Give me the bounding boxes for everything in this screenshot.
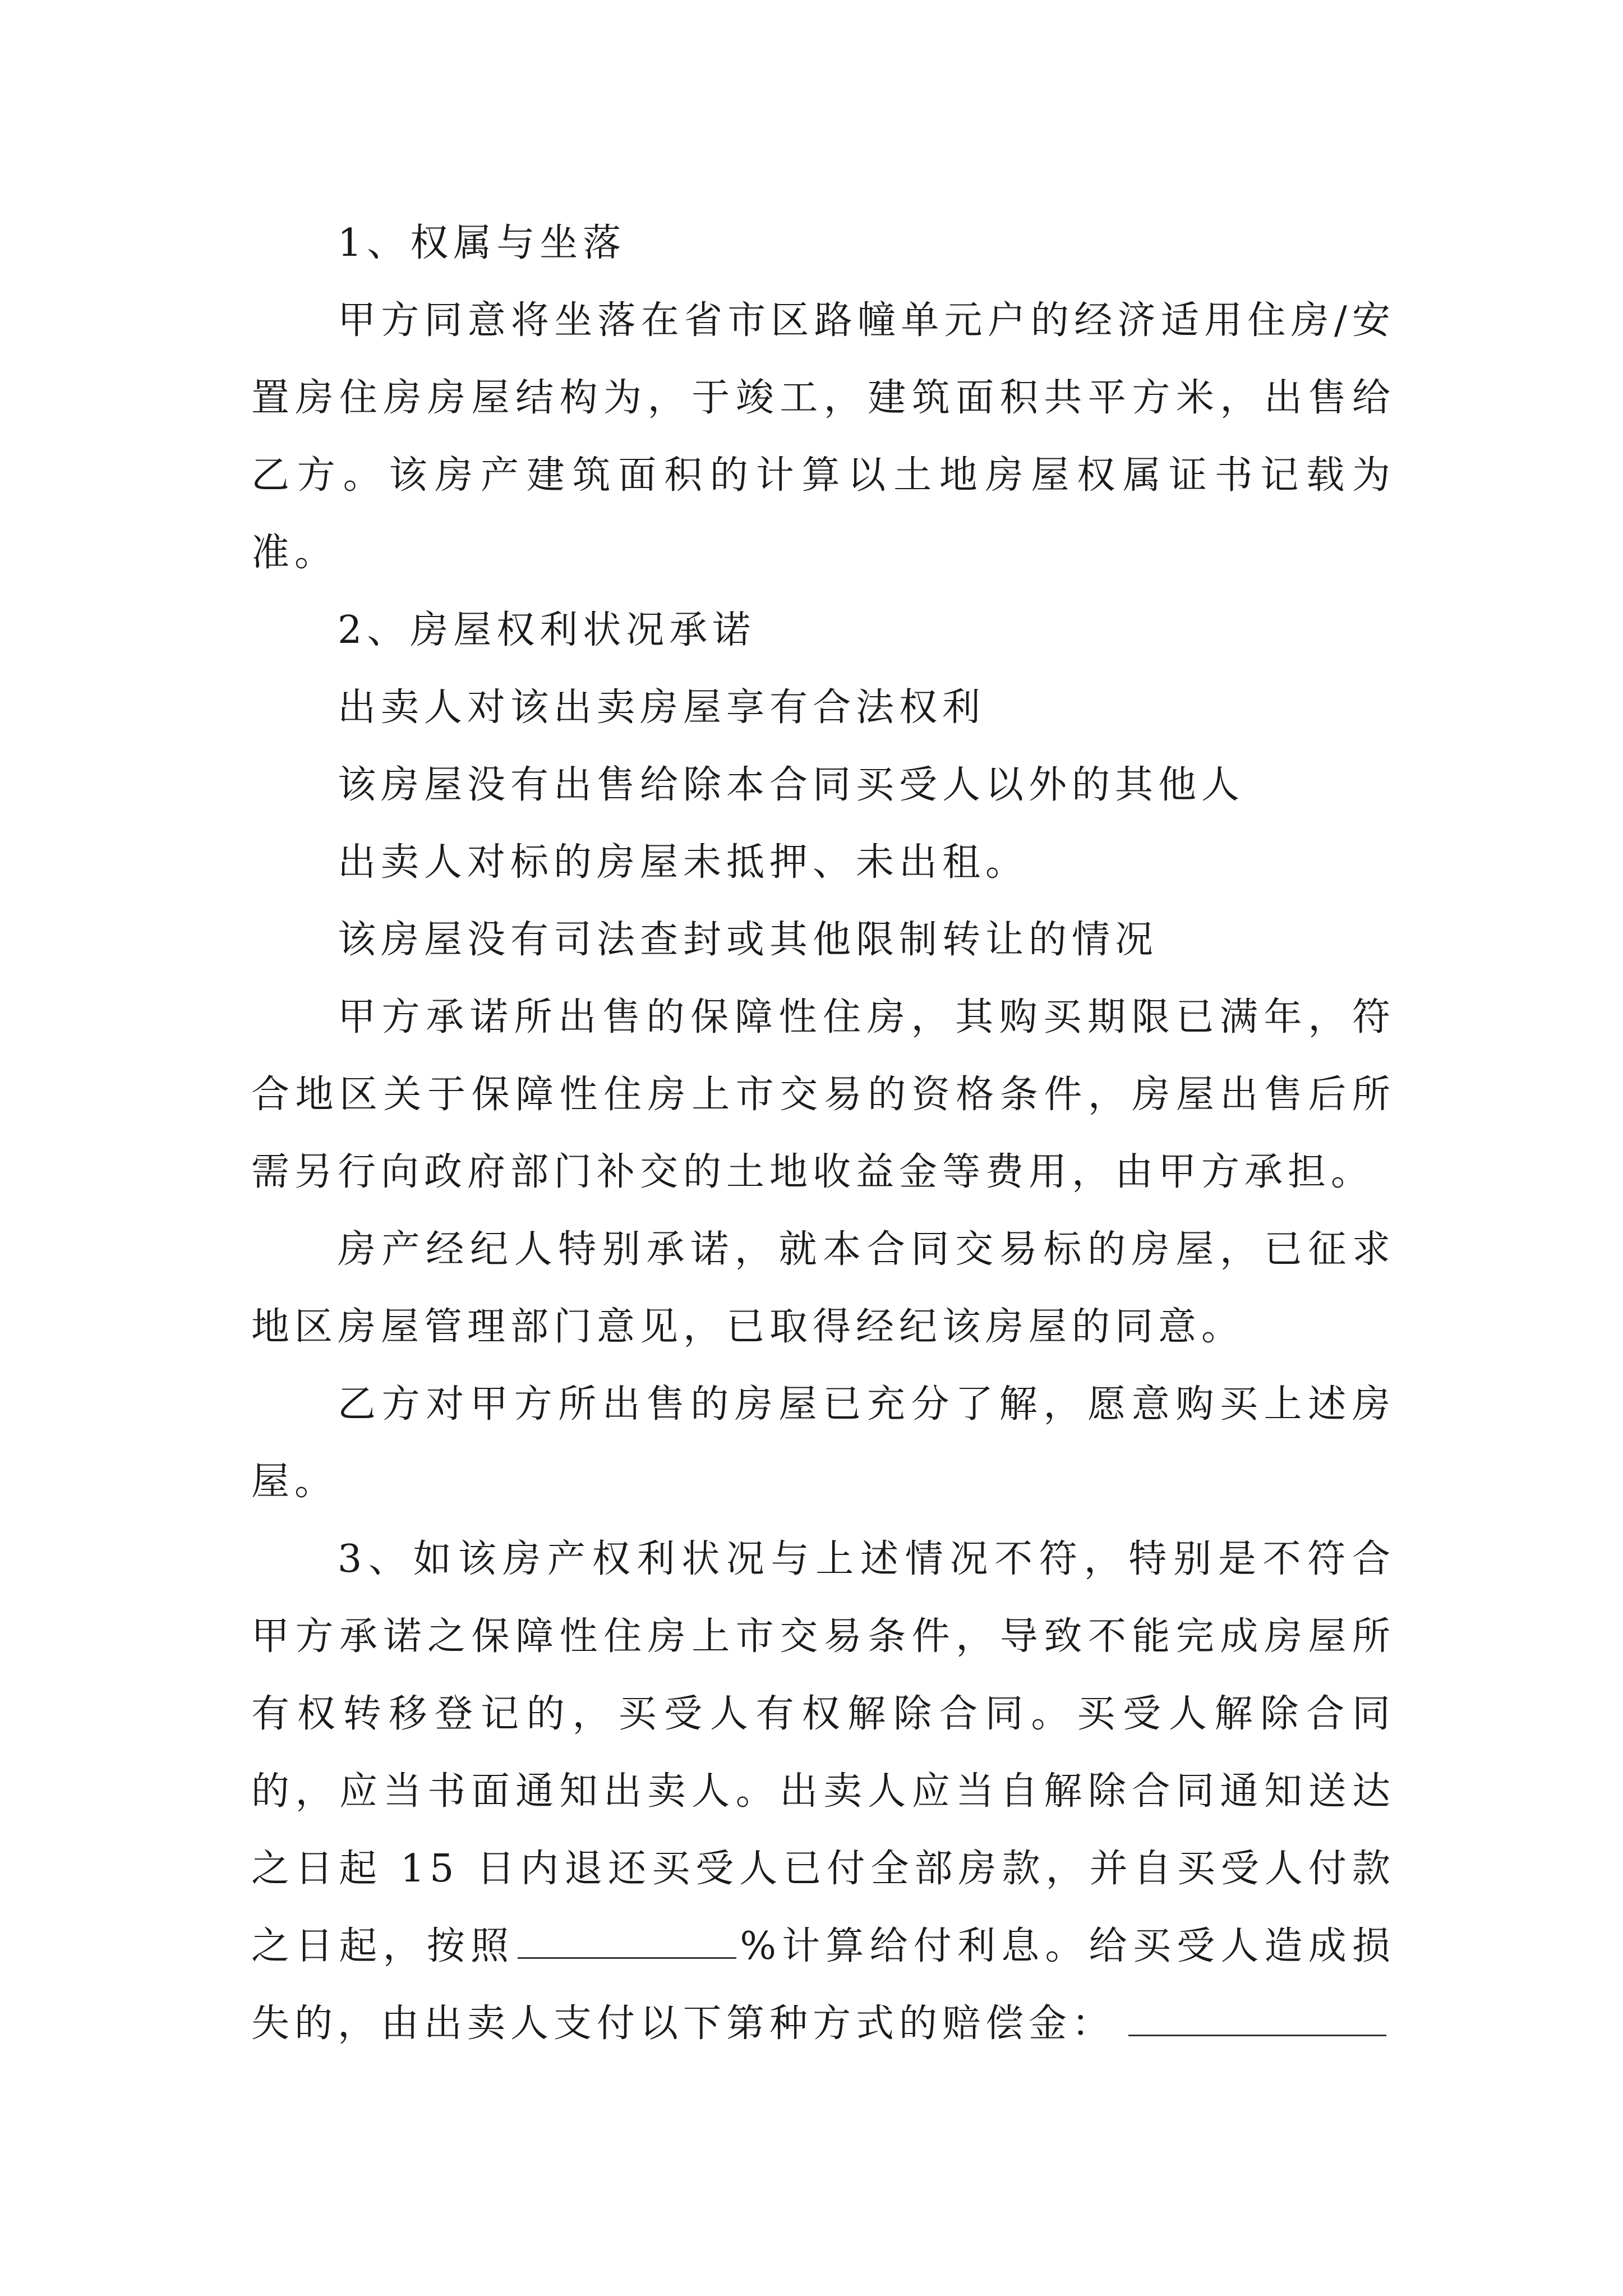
clause-3-part-1: 3、如该房产权利状况与上述情况不符，特别是不符合甲方承诺之保障性住房上市交易条件，导致不能完成房屋所有权转移登记的，买受人有权解除合同。买受人解除合同的，应当书面通知出卖人。出卖人应当自解除合同通知送达之日起 15 日内退还买受人已付全部房款，并自买受人付款之日起，按照: [251, 1537, 1395, 1968]
clause-1-text: 甲方同意将坐落在省市区路幢单元户的经济适用住房/安置房住房房屋结构为，于竣工，建筑面积共平方米，出售给乙方。该房产建筑面积的计算以土地房屋权属证书记载为准。: [251, 298, 1395, 575]
clause-2-heading: 2、房屋权利状况承诺: [338, 608, 756, 652]
document-body: [251, 205, 1395, 2063]
clause-2-buyer-statement: 乙方对甲方所出售的房屋已充分了解，愿意购买上述房屋。: [251, 1382, 1395, 1504]
clause-2-seller-promise: 甲方承诺所出售的保障性住房，其购买期限已满年，符合地区关于保障性住房上市交易的资格条件，房屋出售后所需另行向政府部门补交的土地收益金等费用，由甲方承担。: [251, 995, 1395, 1194]
clause-3-part-2: %计算给付利息。给买受人造成损失的，由出卖人支付以下第种方式的赔偿金：: [251, 1924, 1395, 2046]
clause-1-heading: 1、权属与坐落: [338, 221, 626, 265]
clause-2-item-legal-right: 出卖人对该出卖房屋享有合法权利: [338, 685, 986, 730]
clause-3-text: [251, 1521, 1395, 2063]
clause-2-item-not-sold: 该房屋没有出售给除本合同买受人以外的其他人: [338, 763, 1245, 807]
clause-2-item-not-seized: 该房屋没有司法查封或其他限制转让的情况: [338, 918, 1159, 962]
clause-2-item-not-mortgaged: 出卖人对标的房屋未抵押、未出租。: [338, 840, 1029, 885]
interest-rate-blank[interactable]: [518, 1957, 736, 1959]
clause-2-agent-promise: 房产经纪人特别承诺，就本合同交易标的房屋，已征求地区房屋管理部门意见，已取得经纪该房屋的同意。: [251, 1227, 1395, 1349]
compensation-method-blank[interactable]: [1128, 2034, 1386, 2036]
